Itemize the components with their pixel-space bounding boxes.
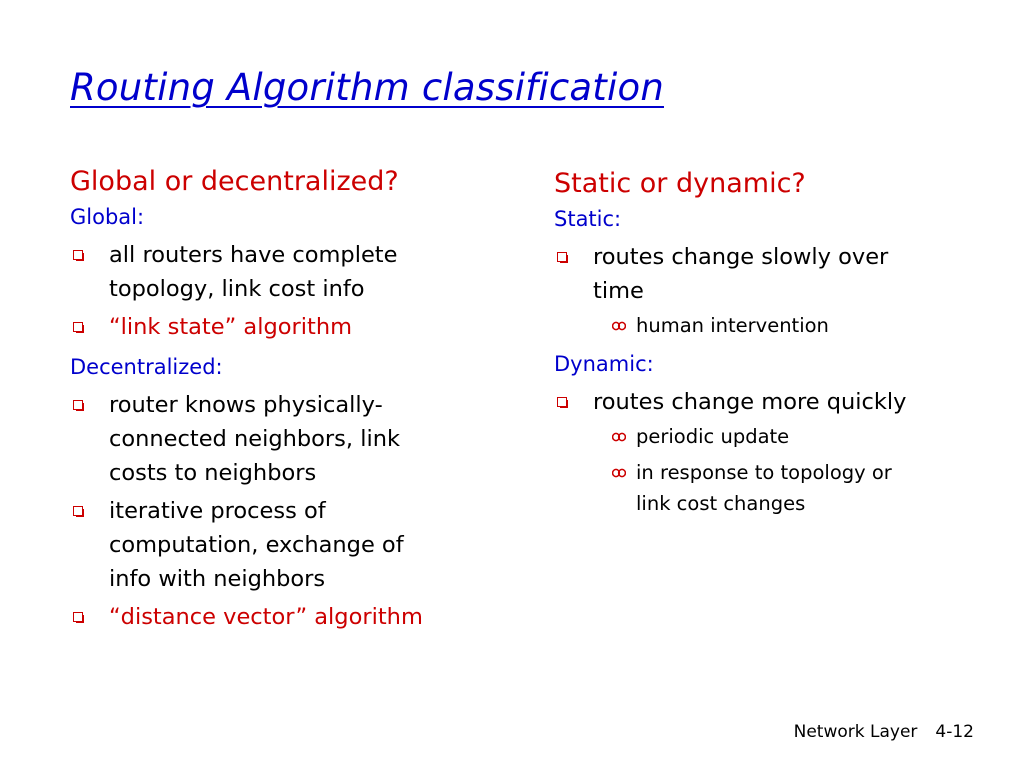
bullet-text-line: “distance vector” algorithm — [109, 604, 423, 630]
bullet-text-line: computation, exchange of — [109, 532, 404, 558]
subbullet-text-line: human intervention — [636, 314, 829, 337]
left-column — [70, 164, 490, 642]
bullet-text-line: routes change slowly over — [593, 244, 889, 270]
group-label-global: Global: — [70, 205, 145, 229]
bullet-item — [70, 238, 490, 306]
subbullet-item — [554, 310, 974, 341]
round-bullet-icon — [612, 432, 626, 442]
static-subbullet-list — [554, 310, 974, 341]
bullet-text-line: topology, link cost info — [109, 276, 365, 302]
left-column-heading: Global or decentralized? — [70, 166, 399, 197]
group-label-dynamic: Dynamic: — [554, 352, 654, 376]
bullet-text-line: time — [593, 278, 644, 304]
bullet-item — [70, 388, 490, 490]
square-bullet-icon — [557, 397, 567, 407]
slide-title: Routing Algorithm classification — [70, 66, 664, 109]
footer-page-number: 4-12 — [935, 722, 974, 742]
square-bullet-icon — [73, 322, 83, 332]
decentralized-bullet-list — [70, 388, 490, 634]
bullet-text-line: all routers have complete — [109, 242, 398, 268]
square-bullet-icon — [557, 252, 567, 262]
subbullet-text-line: periodic update — [636, 425, 790, 448]
footer-section-name: Network Layer — [793, 722, 918, 742]
group-label-decentralized: Decentralized: — [70, 355, 223, 379]
round-bullet-icon — [612, 321, 626, 331]
bullet-text-line: info with neighbors — [109, 566, 326, 592]
bullet-item — [554, 385, 974, 519]
square-bullet-icon — [73, 612, 83, 622]
bullet-item-link-state — [70, 310, 490, 344]
subbullet-item — [554, 421, 974, 452]
slide-footer — [794, 722, 974, 742]
dynamic-bullet-list — [554, 385, 974, 519]
square-bullet-icon — [73, 506, 83, 516]
right-column-heading: Static or dynamic? — [554, 168, 806, 199]
bullet-text-line: connected neighbors, link — [109, 426, 400, 452]
subbullet-item — [554, 457, 974, 519]
bullet-text-line: router knows physically- — [109, 392, 383, 418]
dynamic-subbullet-list — [554, 421, 974, 519]
bullet-item — [70, 494, 490, 596]
subbullet-text-line: in response to topology or — [636, 461, 892, 484]
bullet-text-line: “link state” algorithm — [109, 314, 352, 340]
bullet-item — [554, 240, 974, 341]
group-label-static: Static: — [554, 207, 622, 231]
square-bullet-icon — [73, 250, 83, 260]
bullet-text-line: costs to neighbors — [109, 460, 317, 486]
bullet-text-line: routes change more quickly — [593, 389, 907, 415]
square-bullet-icon — [73, 400, 83, 410]
subbullet-text-line: link cost changes — [636, 492, 806, 515]
round-bullet-icon — [612, 468, 626, 478]
bullet-item-distance-vector — [70, 600, 490, 634]
right-column — [554, 166, 974, 527]
bullet-text-line: iterative process of — [109, 498, 326, 524]
static-bullet-list — [554, 240, 974, 341]
global-bullet-list — [70, 238, 490, 344]
